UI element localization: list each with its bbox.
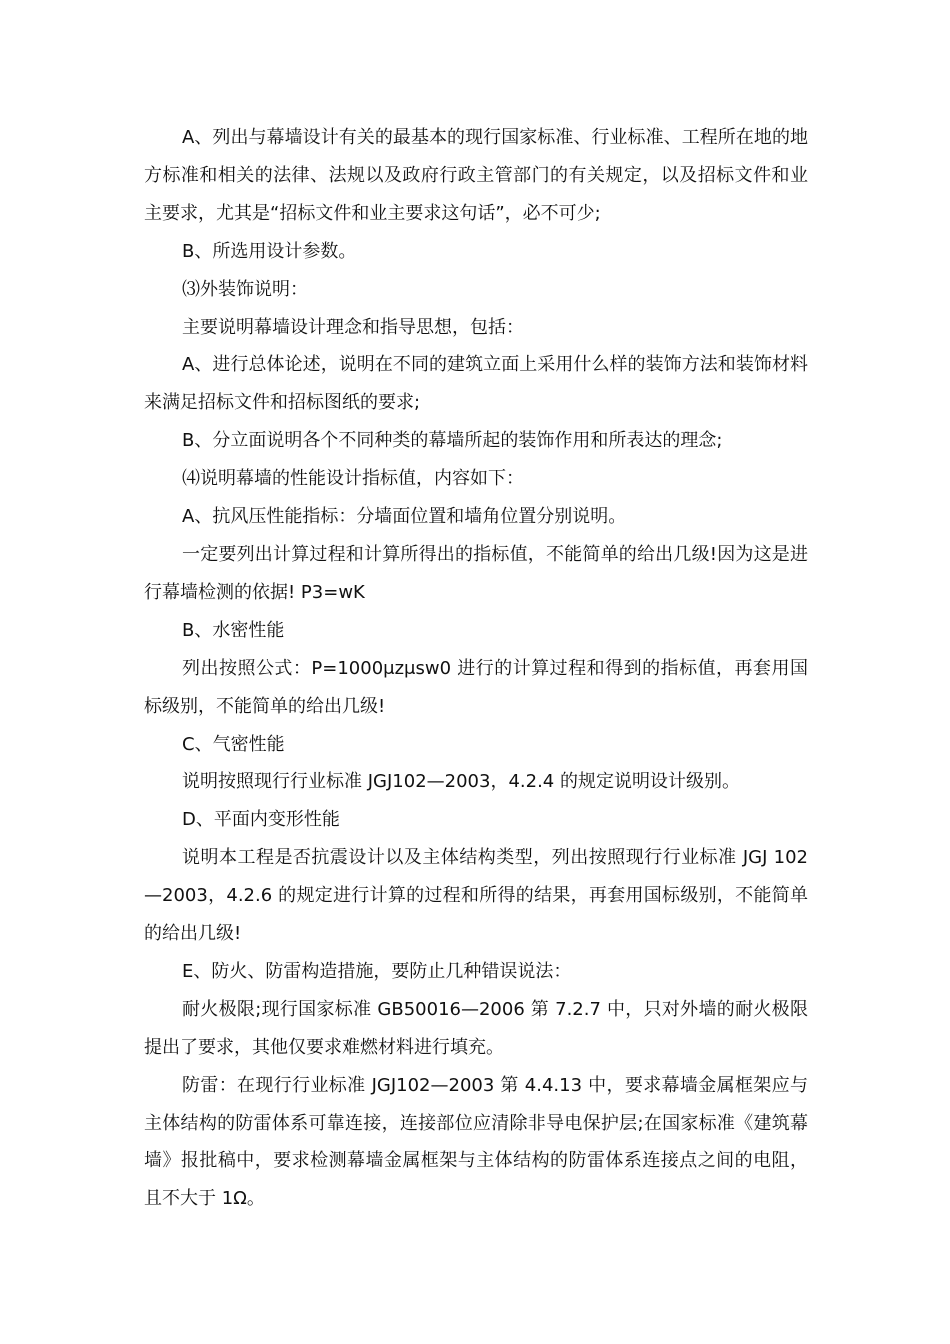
paragraph-fire-resistance: 耐火极限;现行国家标准 GB50016—2006 第 7.2.7 中，只对外墙的耐火极限提出了要求，其他仅要求难燃材料进行填充。: [144, 998, 808, 1058]
paragraph-water-tightness: B、水密性能: [182, 619, 285, 641]
paragraph-air-standard: 说明按照现行行业标准 JGJ102—2003，4.2.4 的规定说明设计级别。: [182, 771, 740, 793]
paragraph-performance-heading: ⑷说明幕墙的性能设计指标值，内容如下：: [182, 468, 524, 490]
paragraph-design-parameters: B、所选用设计参数。: [182, 240, 357, 262]
paragraph-wind-calculation: 一定要列出计算过程和计算所得出的指标值，不能简单的给出几级!因为这是进行幕墙检测的依据! P3=wK: [144, 543, 808, 603]
paragraph-facade-explanation: B、分立面说明各个不同种类的幕墙所起的装饰作用和所表达的理念;: [182, 430, 723, 452]
paragraph-wind-pressure: A、抗风压性能指标：分墙面位置和墙角位置分别说明。: [182, 506, 627, 528]
document-body: [144, 119, 808, 1218]
paragraph-seismic-design: 说明本工程是否抗震设计以及主体结构类型，列出按照现行行业标准 JGJ 102—2003，4.2.6 的规定进行计算的过程和所得的结果，再套用国标级别，不能简单的给出几级!: [144, 847, 808, 945]
paragraph-in-plane-deformation: D、平面内变形性能: [182, 809, 340, 831]
paragraph-water-formula: 列出按照公式：P=1000μzμsw0 进行的计算过程和得到的指标值，再套用国标级别，不能简单的给出几级!: [144, 657, 808, 717]
paragraph-overall-discussion: A、进行总体论述，说明在不同的建筑立面上采用什么样的装饰方法和装饰材料来满足招标文件和招标图纸的要求;: [144, 354, 808, 414]
paragraph-air-tightness: C、气密性能: [182, 733, 285, 755]
paragraph-standards-list: A、列出与幕墙设计有关的最基本的现行国家标准、行业标准、工程所在地的地方标准和相关的法律、法规以及政府行政主管部门的有关规定，以及招标文件和业主要求，尤其是“招标文件和业主要求这句话”，必不可少;: [144, 127, 808, 224]
paragraph-design-concept-intro: 主要说明幕墙设计理念和指导思想，包括：: [182, 316, 524, 338]
paragraph-fire-lightning-heading: E、防火、防雷构造措施，要防止几种错误说法：: [182, 960, 572, 982]
paragraph-exterior-decoration-heading: ⑶外装饰说明：: [182, 278, 308, 300]
paragraph-lightning-protection: 防雷：在现行行业标准 JGJ102—2003 第 4.4.13 中，要求幕墙金属框架应与主体结构的防雷体系可靠连接，连接部位应清除非导电保护层;在国家标准《建筑幕墙》报批稿中，要求检测幕墙金属框架与主体结构的防雷体系连接点之间的电阻，且不大于 1Ω。: [144, 1074, 808, 1210]
